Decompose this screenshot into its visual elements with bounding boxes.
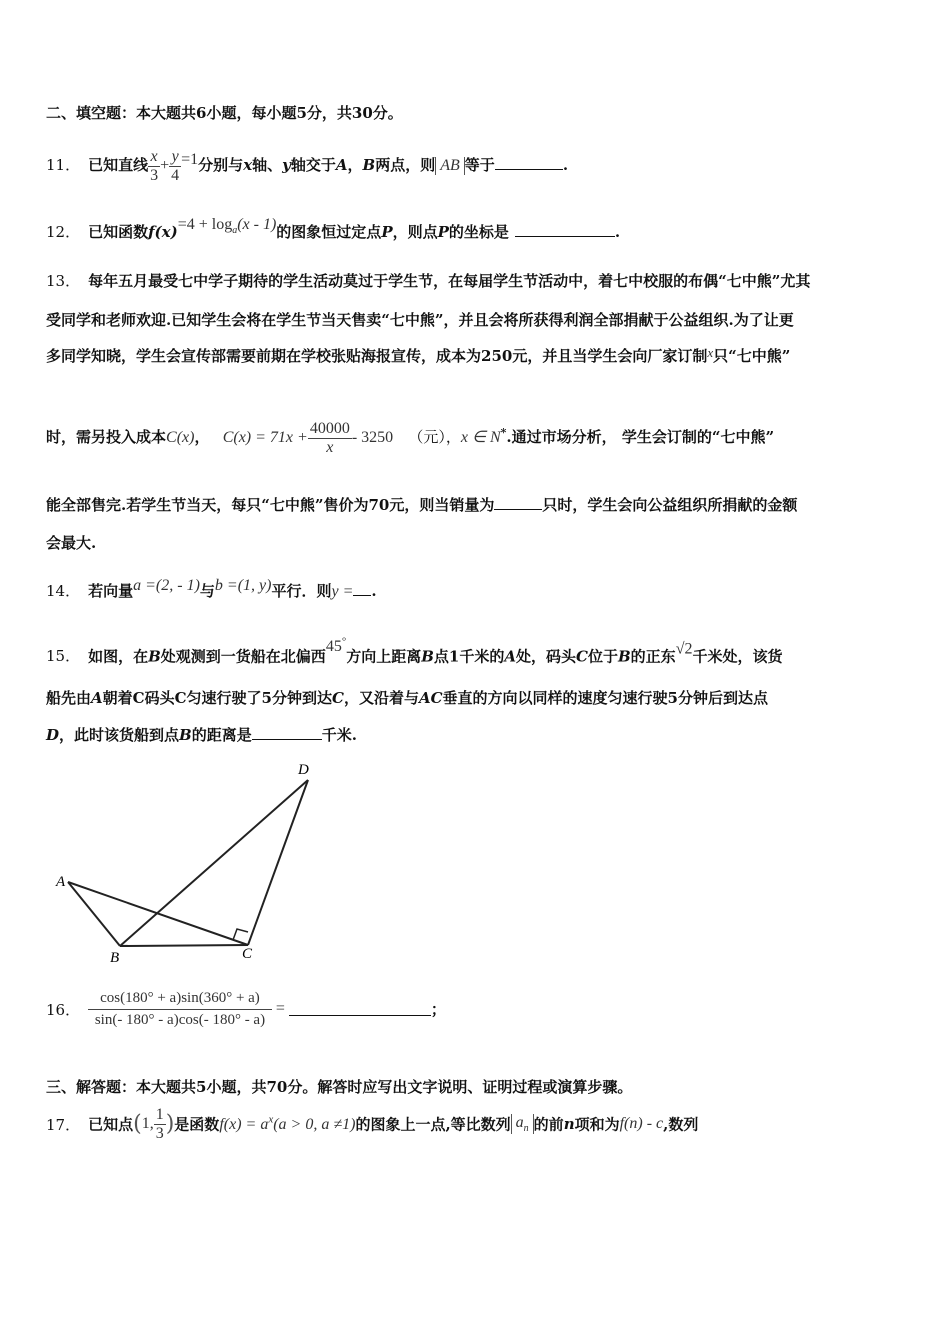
question-11: 11． 已知直线 $\frac{x}{3}$ + $\frac{y}{4}$ =1分别与x轴、y轴交于A，B两点，则 AB 等于 . xyxy=(46,148,569,184)
question-17: 17． 已知点(1, $\frac{1}{3}$ )是函数$f(x) = a^x(a > 0$, a ≠1)的图象上一点,等比数列 $a_n$ 的前n项和为f(n) - c,数列 xyxy=(46,1106,699,1142)
question-13-line5: 能全部售完.若学生节当天，每只“七中熊”售价为70元，则当销量为 只时，学生会向公益组织所捐献的金额 xyxy=(46,496,798,514)
q12-expression: $=4 + \log_a(x - 1)$ xyxy=(177,216,277,237)
q11-frac-y: $\frac{y}{4}$ xyxy=(171,148,180,184)
right-angle-mark xyxy=(233,929,248,940)
question-15-line2: 船先由A朝着C码头C匀速行驶了5分钟到达C，又沿着与AC垂直的方向以同样的速度匀速行驶5分钟后到达点 xyxy=(46,689,768,707)
section2-heading: 二、填空题：本大题共6小题，每小题5分，共30分。 xyxy=(46,104,403,122)
q12-answer-blank xyxy=(515,224,615,237)
q14-vector-b: b =(1, y) xyxy=(214,577,272,594)
question-13-line3: 多同学知晓，学生会宣传部需要前期在学校张贴海报宣传，成本为250元，并且当学生会向厂家订制x只“七中熊” xyxy=(46,345,791,365)
q17-function: $f(x) = a^x(a > 0$, a ≠1) xyxy=(219,1113,356,1134)
q11-frac-x: $\frac{x}{3}$ xyxy=(150,148,159,184)
segment-bc xyxy=(120,945,248,946)
q17-point-fraction: $\frac{1}{3}$ xyxy=(155,1106,164,1142)
question-13-line4: 时，需另投入成本C(x)， C(x) = 71x + $\frac{40000}{x}$ - 3250 （元），x ∈ N*.通过市场分析， 学生会订制的“七中熊” xyxy=(46,420,775,456)
q11-abs-ab: AB xyxy=(435,157,465,175)
q11-answer-blank xyxy=(495,157,563,170)
question-13-line6: 会最大. xyxy=(46,534,97,552)
q12-function: f(x) xyxy=(148,223,178,241)
question-13-line2: 受同学和老师欢迎.已知学生会将在学生节当天售卖“七中熊”，并且会将所获得利润全部捐献于公益组织.为了让更 xyxy=(46,311,794,329)
question-16: 16． $\frac{\cos(180^\circ + a)\sin(360^\circ + a)}{\sin(- 180^\circ - a)\cos(- 180^\circ - a)}$ = ； xyxy=(46,988,446,1030)
q12-number: 12． xyxy=(46,223,81,241)
q15-sqrt2: √2 xyxy=(675,640,693,658)
q14-answer-blank xyxy=(353,583,371,596)
label-b: B xyxy=(110,950,120,966)
q17-sequence: $a_n$ xyxy=(511,1114,534,1134)
q13-cost-fraction: $\frac{40000}{x}$ xyxy=(309,420,350,456)
q14-vector-a: a =(2, - 1) xyxy=(133,577,200,594)
label-d: D xyxy=(298,762,309,778)
question-15-line1: 15． 如图，在B处观测到一货船在北偏西45°方向上距离B点1千米的A处，码头C位于B的正东√2千米处，该货 xyxy=(46,636,783,666)
question-12: 12． 已知函数$f(x)=4 + \log_a(x - 1)$的图象恒过定点P，则点P的坐标是 . xyxy=(46,216,621,241)
label-c: C xyxy=(242,946,253,962)
q15-answer-blank xyxy=(252,727,322,740)
label-a: A xyxy=(56,874,66,890)
section3-heading: 三、解答题：本大题共5小题，共70分。解答时应写出文字说明、证明过程或演算步骤。 xyxy=(46,1078,633,1096)
q11-number: 11． xyxy=(46,156,81,175)
q11-text: 已知直线 xyxy=(88,156,149,175)
segment-cd xyxy=(248,780,308,945)
triangle-figure xyxy=(40,758,340,968)
q13-answer-blank xyxy=(494,497,542,510)
question-14: 14． 若向量a =(2, - 1)与b =(1, y)平行．则y = . xyxy=(46,577,377,600)
question-15-line3: D，此时该货船到点B的距离是 千米. xyxy=(46,726,357,744)
question-13-line1: 13． 每年五月最受七中学子期待的学生活动莫过于学生节，在每届学生节活动中，着七中校服的布偶“七中熊”尤其 xyxy=(46,272,811,290)
q16-answer-blank xyxy=(289,1003,431,1016)
segment-bd xyxy=(120,780,308,946)
q16-fraction: $\frac{\cos(180^\circ + a)\sin(360^\circ + a)}{\sin(- 180^\circ - a)\cos(- 180^\circ - a)}$ xyxy=(88,988,272,1030)
